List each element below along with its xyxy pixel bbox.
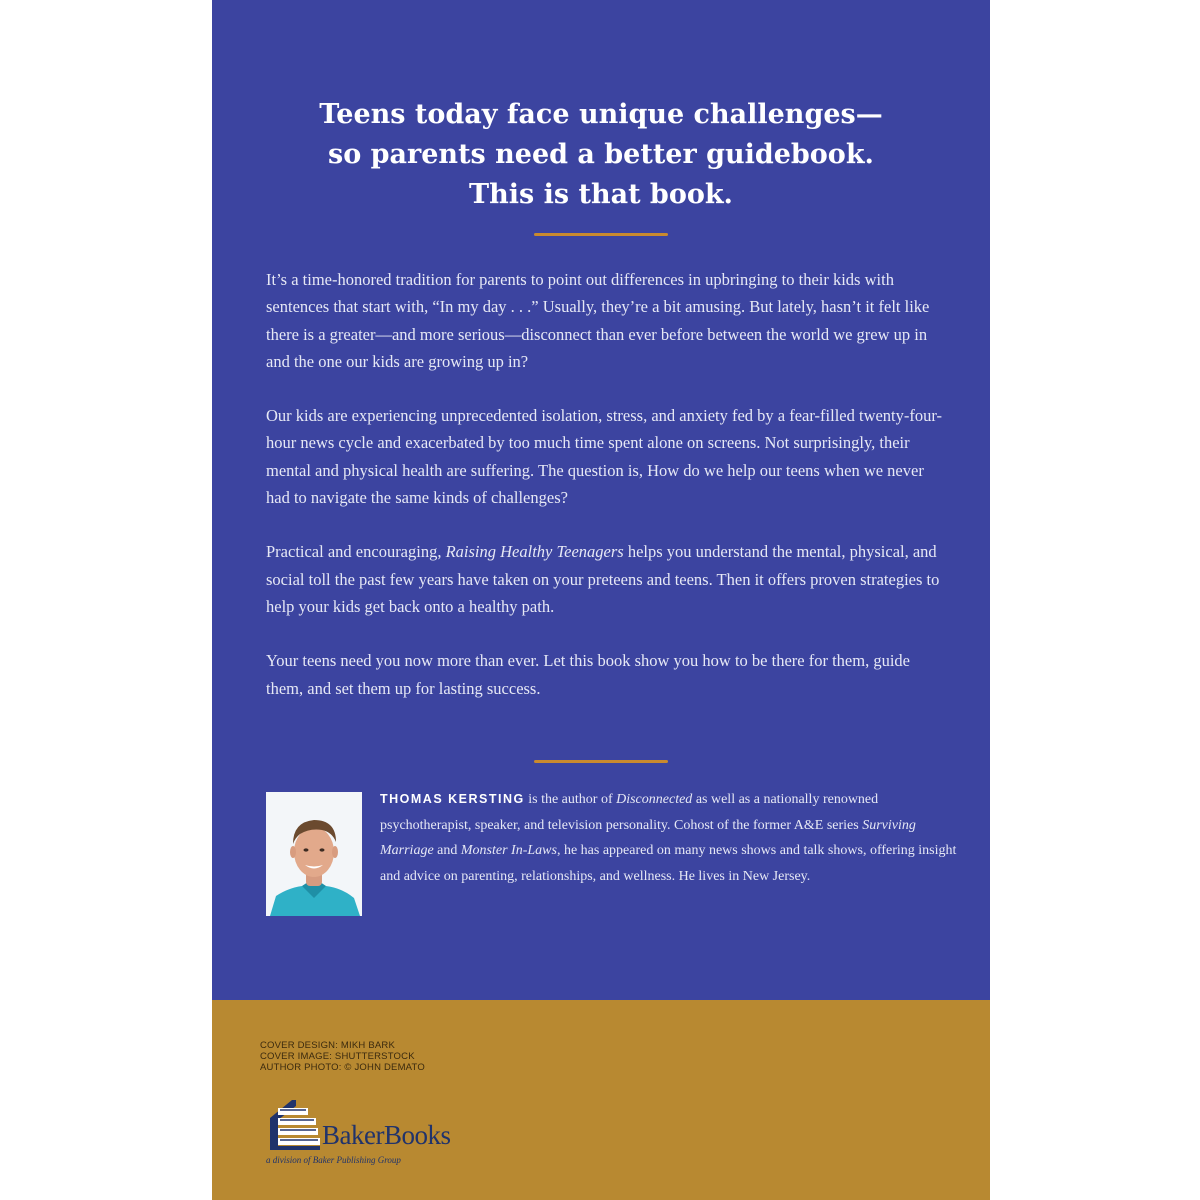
author-bio: THOMAS KERSTING is the author of Disconnected as well as a nationally renowned psychotherapist, speaker, and television personality. Cohost of the former A&E series Surviving Marriage and Monster In-Laws, he has appeared on many news shows and talk shows, offering insight and advice on parenting, relationships, and wellness. He lives in New Jersey. xyxy=(380,792,957,884)
credit-author-photo: AUTHOR PHOTO: © JOHN DEMATO xyxy=(260,1062,425,1073)
divider-rule-top xyxy=(534,233,668,236)
publisher-logo xyxy=(264,1094,524,1174)
book-title: Raising Healthy Teenagers xyxy=(445,542,624,562)
author-photo xyxy=(266,792,362,916)
show-title-2: Monster In-Laws xyxy=(460,843,557,858)
divider-rule-bottom xyxy=(534,760,668,763)
show-title-1: Surviving Marriage xyxy=(380,817,916,858)
headline-line-2: so parents need a better guidebook. xyxy=(328,139,874,170)
paragraph-1: It’s a time-honored tradition for parents to point out differences in upbringing to their kids with sentences that start with, “In my day . . .” Usually, they’re a bit amusing. But lately, hasn’t it felt like there is a greater—and more serious—disconnect than ever before between the world we grew up in and the one our kids are growing up in? xyxy=(266,270,930,371)
back-cover xyxy=(212,0,990,1200)
author-name: THOMAS KERSTING xyxy=(380,792,525,806)
description-text xyxy=(266,266,948,729)
headline-line-3: This is that book. xyxy=(469,179,733,210)
paragraph-3: Practical and encouraging, Raising Healthy Teenagers helps you understand the mental, physical, and social toll the past few years have taken on your preteens and teens. Then it offers proven strategies to help your kids get back onto a healthy path. xyxy=(266,542,940,616)
blue-panel xyxy=(212,0,990,1000)
cover-credits xyxy=(260,1040,425,1073)
author-portrait-illustration xyxy=(266,792,362,916)
paragraph-2: Our kids are experiencing unprecedented isolation, stress, and anxiety fed by a fear-filled twenty-four-hour news cycle and exacerbated by too much time spent alone on screens. Not surprisingly, their mental and physical health are suffering. The question is, How do we help our teens when we never had to navigate the same kinds of challenges? xyxy=(266,406,943,508)
paragraph-4: Your teens need you now more than ever. Let this book show you how to be there for them, guide them, and set them up for lasting success. xyxy=(266,651,910,698)
publisher-subtitle: a division of Baker Publishing Group xyxy=(266,1155,401,1165)
author-book-title: Disconnected xyxy=(616,792,693,807)
credit-cover-design: COVER DESIGN: MIKH BARK xyxy=(260,1040,395,1051)
headline-line-1: Teens today face unique challenges— xyxy=(319,99,883,130)
publisher-name: BakerBooks xyxy=(322,1120,451,1150)
credit-cover-image: COVER IMAGE: SHUTTERSTOCK xyxy=(260,1051,415,1062)
gold-footer xyxy=(212,1000,990,1200)
baker-books-logo-icon xyxy=(266,1098,322,1152)
headline xyxy=(212,95,990,215)
